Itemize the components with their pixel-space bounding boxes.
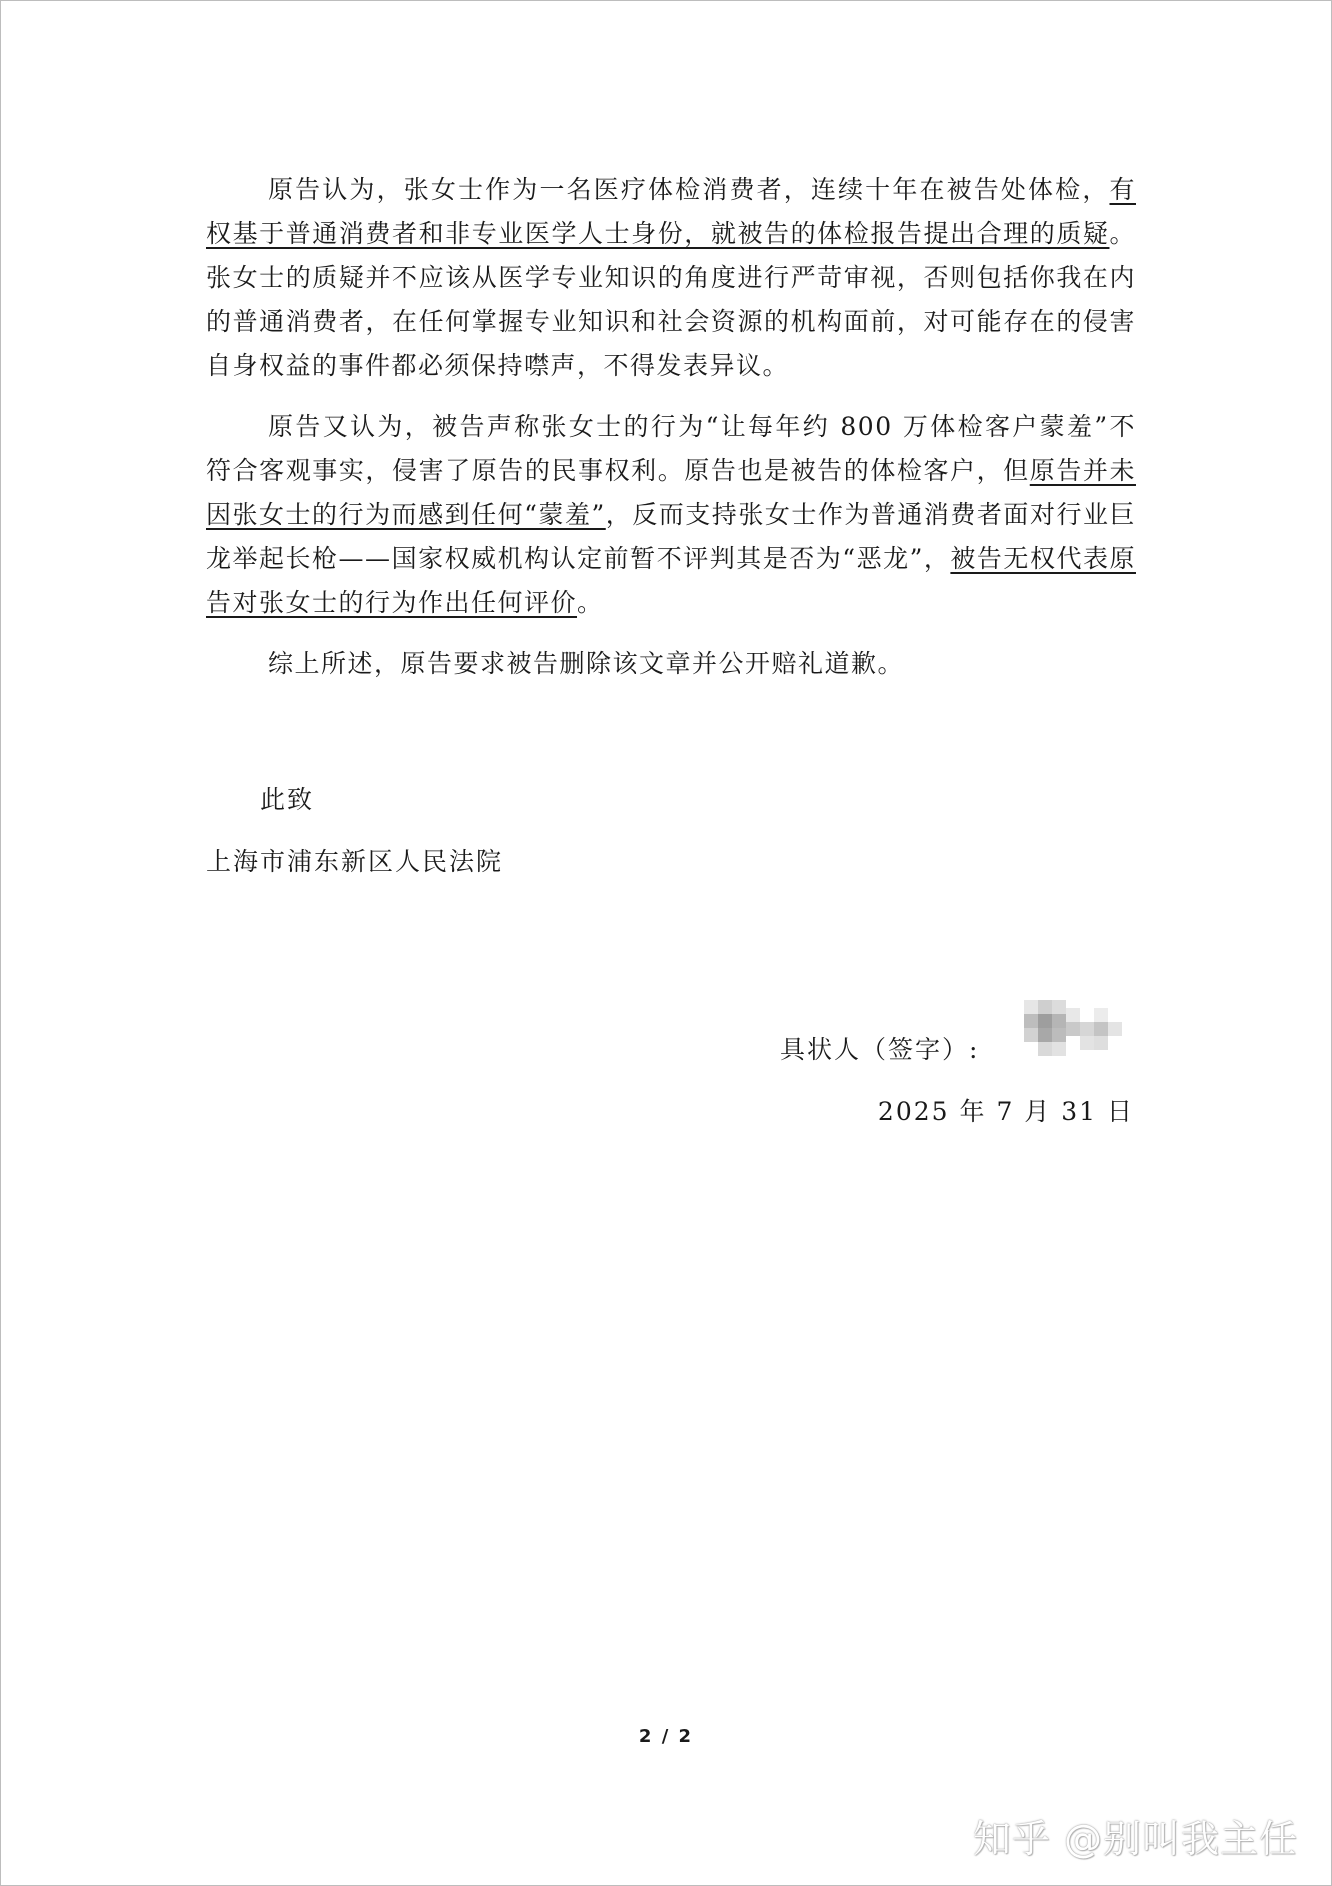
text-segment: 。	[577, 588, 604, 617]
document-body	[206, 168, 1136, 703]
paragraph-plaintiff-claim-2	[206, 405, 1136, 625]
signature-line	[780, 1030, 979, 1066]
text-segment: ，反而支持张女士作为普通消费者面对行业巨龙举起长枪——国家权威机构认定前暂不评判其是否为“恶龙”，	[206, 500, 1136, 573]
page-number: 2 / 2	[638, 1726, 694, 1747]
closing-salutation: 此致	[260, 785, 315, 814]
underlined-text-segment: 被告无权代表原告对张女士的行为作出任何评价	[206, 544, 1136, 617]
underlined-text-segment: 有权基于普通消费者和非专业医学人士身份，就被告的体检报告提出合理的质疑	[206, 175, 1136, 248]
signature-label: 具状人（签字）:	[780, 1035, 980, 1064]
text-segment: 原告认为，张女士作为一名医疗体检消费者，连续十年在被告处体检，	[268, 175, 1110, 204]
filing-date: 2025 年 7 月 31 日	[877, 1097, 1134, 1126]
text-segment: 原告又认为，被告声称张女士的行为“让每年约 800 万体检客户蒙羞”不符合客观事实，侵害了原告的民事权利。原告也是被告的体检客户，但	[206, 412, 1136, 485]
blurred-signature-image	[1010, 994, 1128, 1064]
zhihu-watermark: 知乎 @别叫我主任	[972, 1817, 1298, 1861]
underlined-text-segment: 原告并未因张女士的行为而感到任何“蒙羞”	[206, 456, 1136, 529]
paragraph-plaintiff-claim-1	[206, 168, 1136, 388]
court-name: 上海市浦东新区人民法院	[206, 847, 504, 876]
text-segment: 。张女士的质疑并不应该从医学专业知识的角度进行严苛审视，否则包括你我在内的普通消费者，在任何掌握专业知识和社会资源的机构面前，对可能存在的侵害自身权益的事件都必须保持噤声，不得发表异议。	[206, 219, 1136, 380]
text-segment: 综上所述，原告要求被告删除该文章并公开赔礼道歉。	[268, 649, 905, 678]
paragraph-summary	[206, 642, 1136, 686]
